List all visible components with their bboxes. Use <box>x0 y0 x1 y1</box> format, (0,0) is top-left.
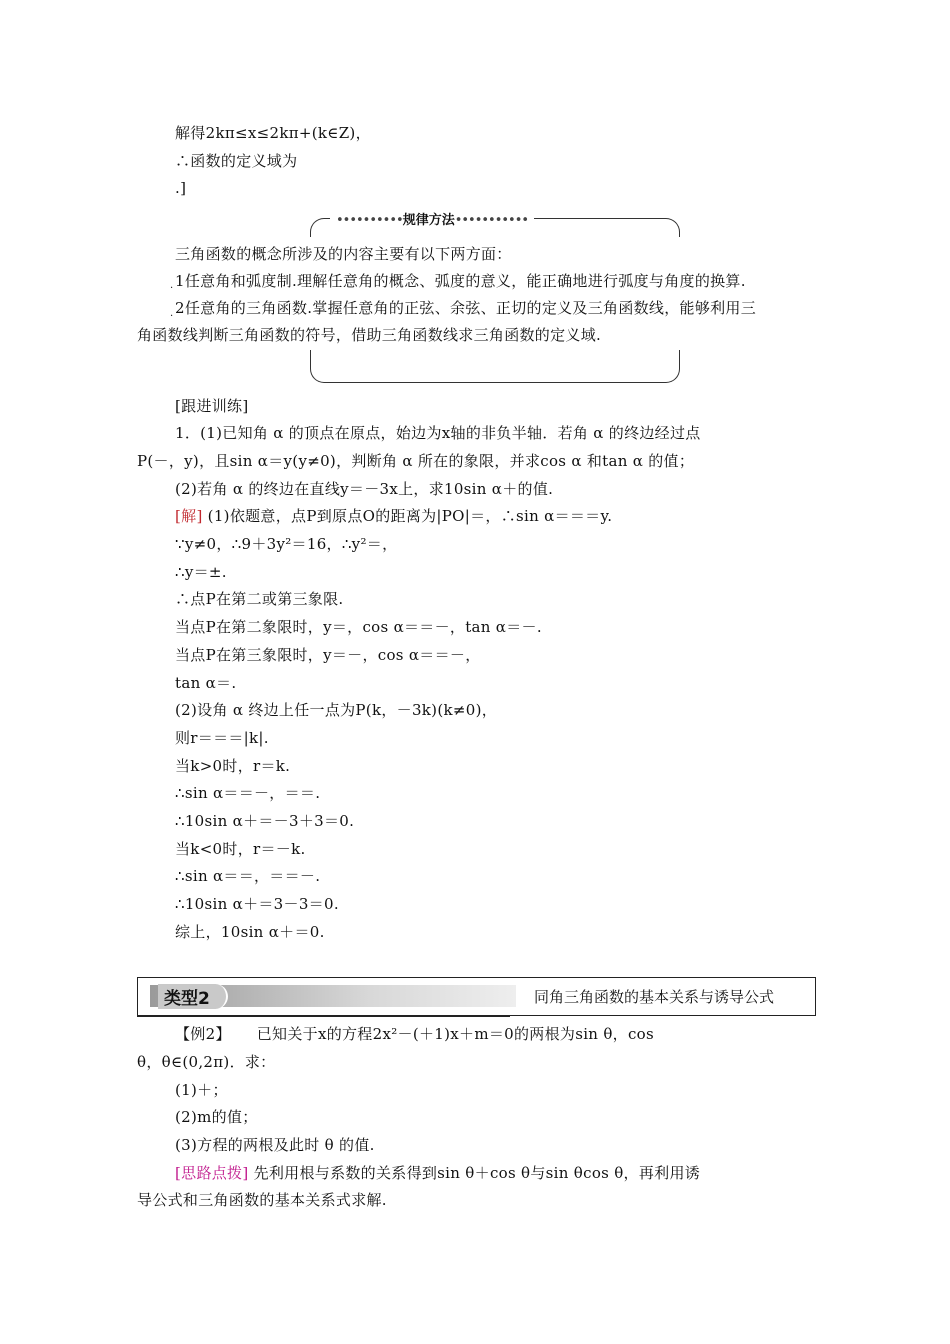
solution-line: (2)设角 α 终边上任一点为P(k，－3k)(k≠0)， <box>175 701 498 719</box>
example-line: 【例2】 已知关于x的方程2x²－(＋1)x＋m＝0的两根为sin θ，cos <box>175 1025 654 1043</box>
solution-line: ∴10sin α＋＝3－3＝0. <box>175 895 339 913</box>
solution-line: 综上，10sin α＋＝0. <box>175 923 325 941</box>
method-box-bottom-border <box>310 350 680 383</box>
solution-line: ∴sin α＝＝－，＝＝. <box>175 784 321 802</box>
solution-line: 当点P在第二象限时，y＝，cos α＝＝－，tan α＝－. <box>175 618 542 636</box>
type-label: 类型2 <box>158 984 228 1009</box>
text-line: .] <box>175 179 187 197</box>
hint-line: 导公式和三角函数的基本关系式求解. <box>137 1191 387 1209</box>
method-item-1: 1任意角和弧度制.理解任意角的概念、弧度的意义，能正确地进行弧度与角度的换算. <box>175 272 746 290</box>
solution-line: ∴y＝±. <box>175 563 227 581</box>
text-line: 解得2kπ≤x≤2kπ+(k∈Z)， <box>175 124 371 142</box>
method-item-2: 2任意角的三角函数.掌握任意角的正弦、余弦、正切的定义及三角函数线，能够利用三 <box>175 299 757 317</box>
solution-line: 则r＝＝＝|k|. <box>175 729 269 747</box>
hint-label: [思路点拨] <box>175 1164 249 1182</box>
solution-line: ∴点P在第二或第三象限. <box>175 590 344 608</box>
question-line: P(－，y)，且sin α＝y(y≠0)，判断角 α 所在的象限，并求cos α 和tan α 的值； <box>137 452 695 470</box>
hint-line: [思路点拨] 先利用根与系数的关系得到sin θ＋cos θ与sin θcos θ，再利用诱 <box>175 1164 701 1182</box>
type-title: 同角三角函数的基本关系与诱导公式 <box>534 988 775 1006</box>
solution-line: ∴sin α＝＝，＝＝－. <box>175 867 321 885</box>
question-line: (2)若角 α 的终边在直线y＝－3x上，求10sin α＋的值. <box>175 480 554 498</box>
example-line: (3)方程的两根及此时 θ 的值. <box>175 1136 375 1154</box>
type-banner-underline <box>137 1016 510 1017</box>
question-line: 1．(1)已知角 α 的顶点在原点，始边为x轴的非负半轴．若角 α 的终边经过点 <box>175 424 701 442</box>
example-line: θ，θ∈(0,2π)．求： <box>137 1053 276 1071</box>
text-line: ∴函数的定义域为 <box>175 152 298 170</box>
solution-line: 当k>0时，r＝k. <box>175 757 291 775</box>
section-header: [跟进训练] <box>175 397 249 415</box>
example-line: (1)＋； <box>175 1081 228 1099</box>
example-line: (2)m的值； <box>175 1108 258 1126</box>
solution-label: [解] <box>175 507 203 525</box>
solution-line: ∵y≠0，∴9＋3y²＝16，∴y²＝， <box>175 535 398 553</box>
solution-line: ∴10sin α＋＝－3＋3＝0. <box>175 812 355 830</box>
example-label: 【例2】 <box>175 1025 231 1043</box>
method-item-2-cont: 角函数线判断三角函数的符号，借助三角函数线求三角函数的定义域. <box>137 326 602 344</box>
bullet-mark: . <box>170 280 174 291</box>
solution-line: [解] (1)依题意，点P到原点O的距离为|PO|＝，∴sin α＝＝＝y. <box>175 507 613 525</box>
solution-line: tan α＝. <box>175 674 237 692</box>
method-box-title: ••••••••••规律方法••••••••••• <box>330 209 534 228</box>
solution-line: 当点P在第三象限时，y＝－，cos α＝＝－， <box>175 646 481 664</box>
method-intro: 三角函数的概念所涉及的内容主要有以下两方面： <box>175 245 512 263</box>
bullet-mark: . <box>170 308 174 319</box>
solution-line: 当k<0时，r＝－k. <box>175 840 306 858</box>
